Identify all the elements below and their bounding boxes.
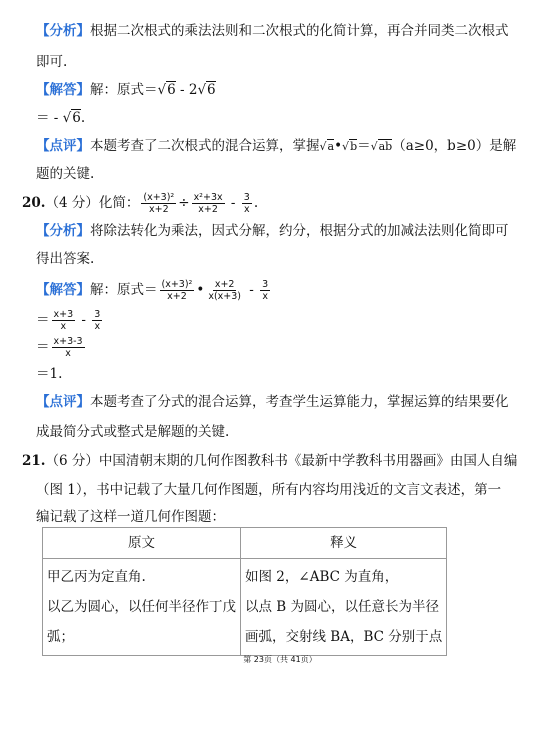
fraction: $\frac{x+3}{x}$: [53, 309, 74, 332]
analysis-tag: 【分析】: [36, 23, 90, 39]
q19-analysis: 【分析】根据二次根式的乘法法则和二次根式的化简计算，再合并同类二次根式: [36, 23, 509, 39]
fraction: $\frac{\text{(x+3)²}}{x+2}$: [161, 279, 193, 302]
q19-result: ＝ - √6.: [36, 110, 86, 126]
fraction: $\frac{x+3-3}{x}$: [53, 336, 83, 359]
fraction: $\frac{3}{x}$: [243, 192, 250, 215]
q19-comment: 【点评】本题考查了二次根式的混合运算，掌握√a•√b＝√ab（a≥0，b≥0）是解: [36, 138, 517, 154]
explanation-text-cell: 如图 2，∠ABC 为直角， 以点 B 为圆心，以任意长为半径 画弧，交射线 BA，BC 分别于点: [241, 559, 447, 656]
analysis-tag: 【分析】: [36, 223, 90, 239]
answer-tag: 【解答】: [36, 82, 90, 98]
q20-step2: ＝ $\frac{x+3}{x}$ - $\frac{3}{x}$: [36, 309, 101, 332]
table-row: [43, 559, 447, 656]
fraction: $\frac{3}{x}$: [262, 279, 269, 302]
q20-comment: 【点评】本题考查了分式的混合运算，考查学生运算能力，掌握运算的结果要化: [36, 394, 509, 410]
answer-tag: 【解答】: [36, 282, 90, 298]
fraction: $\frac{\text{(x+3)²}}{x+2}$: [143, 192, 175, 215]
translation-table: [42, 527, 447, 656]
q20-step3: ＝ $\frac{x+3-3}{x}$: [36, 336, 83, 359]
comment-tag: 【点评】: [36, 138, 90, 154]
page-footer: 第 23页（共 41页）: [243, 655, 317, 664]
q20-answer: 【解答】解：原式＝ $\frac{\text{(x+3)²}}{x+2}$ • $\frac{x+2}{x(x+3)}$ - $\frac{3}{x}$: [36, 279, 269, 302]
q20-comment-cont: 成最简分式或整式是解题的关键.: [36, 424, 230, 440]
fraction: $\frac{3}{x}$: [94, 309, 101, 332]
q21-question: 21.（6 分）中国清朝末期的几何作图教科书《最新中学教科书用器画》由国人自编: [22, 453, 518, 469]
q20-analysis-cont: 得出答案.: [36, 251, 95, 267]
original-text-cell: 甲乙丙为定直角. 以乙为圆心，以任何半径作丁戊 弧；: [43, 559, 241, 656]
q19-comment-cont: 题的关键.: [36, 166, 95, 182]
sqrt-symbol: √: [157, 82, 167, 98]
fraction: $\frac{x+2}{x(x+3)}$: [208, 279, 241, 302]
q19-analysis-cont: 即可.: [36, 54, 68, 70]
q19-answer: 【解答】解：原式＝√6 - 2√6: [36, 82, 216, 98]
q20-question: 20.（4 分）化简： $\frac{\text{(x+3)²}}{x+2}$ ÷ $\frac{\text{x²+3x}}{x+2}$ - $\frac{3}{x}$ .: [22, 192, 259, 215]
q21-line3: 编记载了这样一道几何作图题：: [36, 509, 225, 525]
header-original: 原文: [43, 528, 241, 559]
table-header-row: [43, 528, 447, 559]
header-explanation: 释义: [241, 528, 447, 559]
q20-analysis: 【分析】将除法转化为乘法，因式分解，约分，根据分式的加减法法则化简即可: [36, 223, 509, 239]
q20-step4: ＝1.: [36, 366, 63, 382]
comment-tag: 【点评】: [36, 394, 90, 410]
q21-line2: （图 1），书中记载了大量几何作图题，所有内容均用浅近的文言文表述，第一: [36, 482, 502, 498]
fraction: $\frac{\text{x²+3x}}{x+2}$: [193, 192, 223, 215]
